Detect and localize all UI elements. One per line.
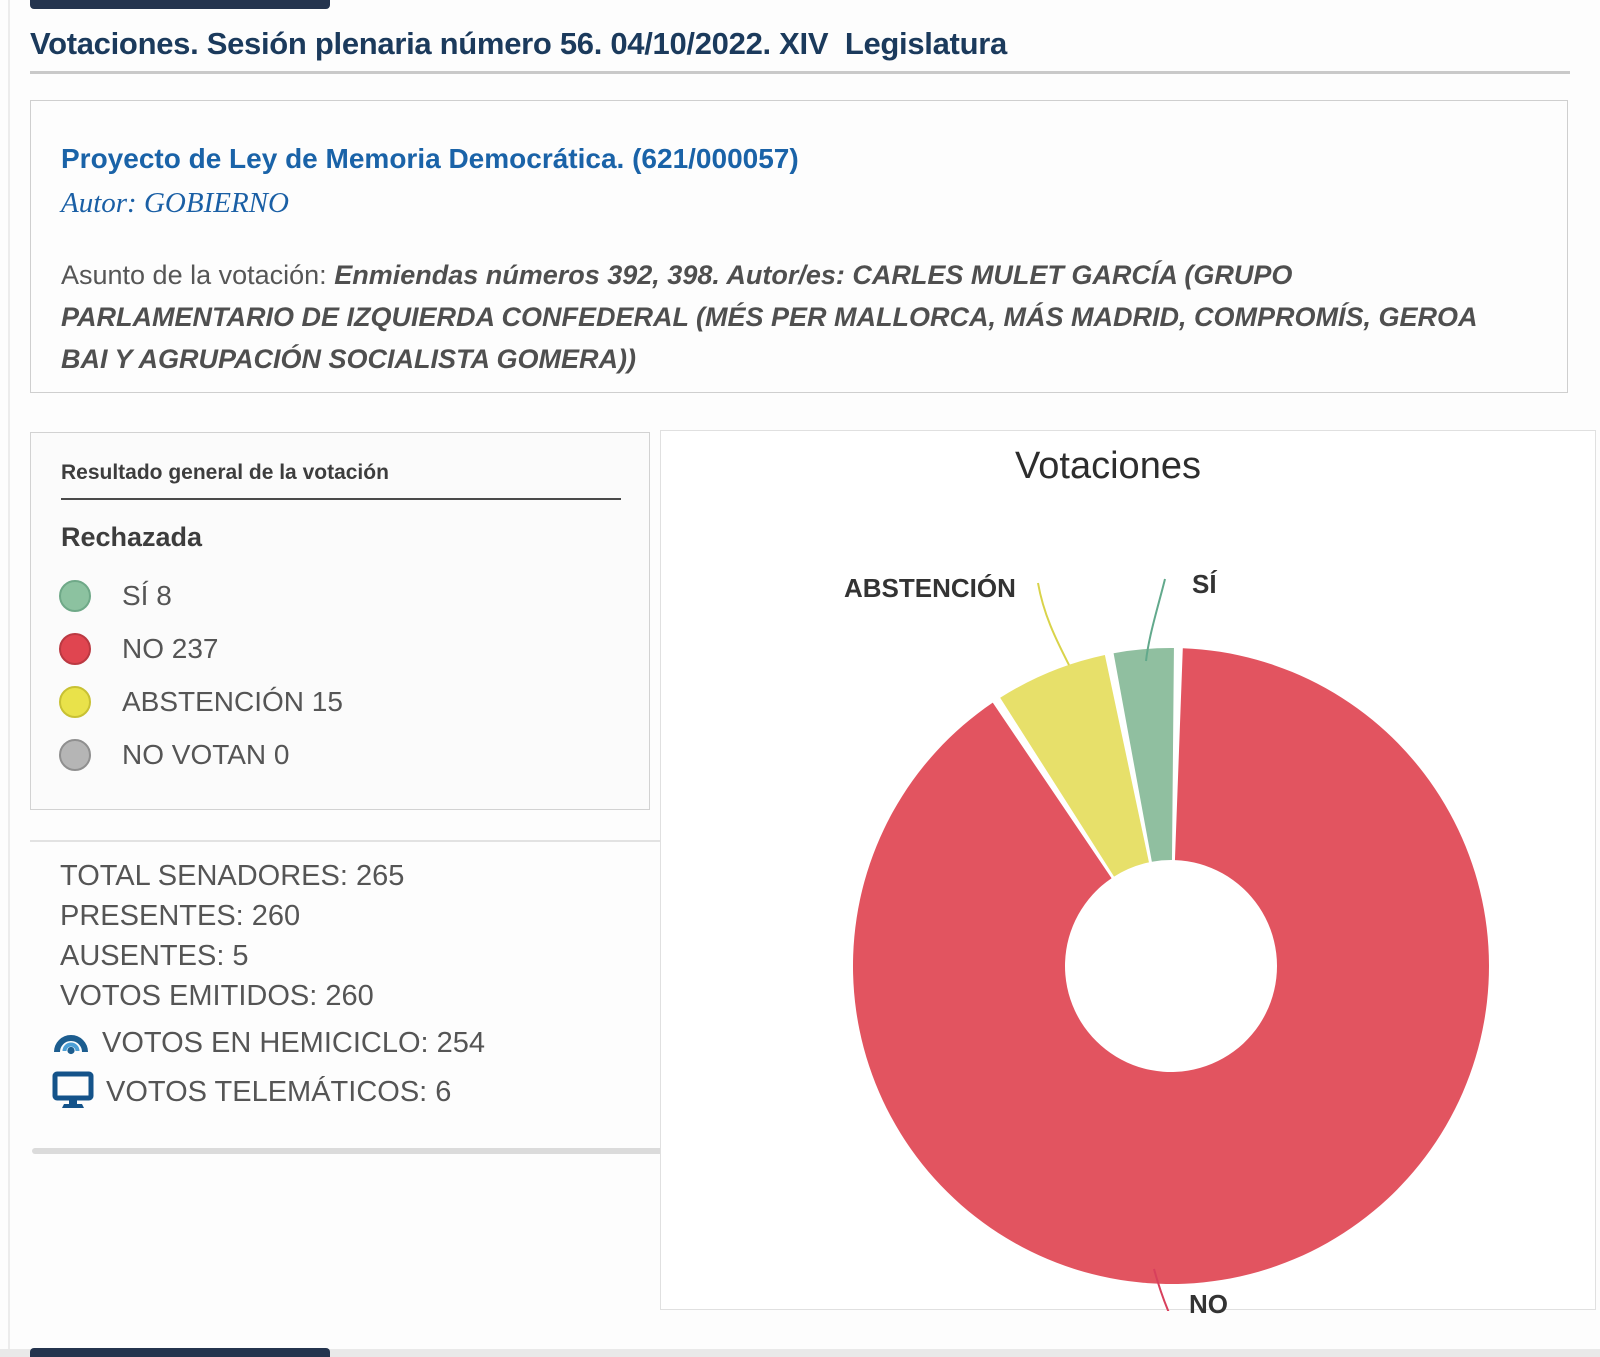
legend-row-no — [59, 632, 649, 666]
bill-info-panel — [30, 100, 1568, 393]
page-left-edge-line — [8, 0, 10, 1357]
vote-result-panel — [30, 432, 650, 810]
chart-label-abstencion: ABSTENCIÓN — [844, 573, 1016, 603]
chart-label-si: SÍ — [1192, 569, 1217, 599]
chart-title: Votaciones — [1015, 445, 1201, 487]
legend-row-si — [59, 579, 649, 613]
top-dark-bar — [30, 0, 330, 9]
vote-subject-text: Enmiendas números 392, 398. Autor/es: CARLES MULET GARCÍA (GRUPO PARLAMENTARIO DE IZQUIERDA CONFEDERAL (MÉS PER MALLORCA, MÁS MADRID, COMPROMÍS, GEROA BAI Y AGRUPACIÓN SOCIALISTA GOMERA)) — [61, 260, 1477, 374]
votos-hemiciclo: VOTOS EN HEMICICLO: 254 — [102, 1027, 486, 1059]
bottom-dark-bar — [30, 1348, 330, 1357]
result-heading-underline — [61, 498, 621, 500]
votes-donut-svg[interactable] — [661, 431, 1597, 1311]
page-title: Votaciones. Sesión plenaria número 56. 04/10/2022. XIV Legislatura — [30, 26, 1007, 61]
vote-subject — [61, 254, 1519, 380]
no-color-dot — [59, 633, 91, 665]
votos-telematicos: VOTOS TELEMÁTICOS: 6 — [106, 1076, 452, 1108]
bill-author-label: Autor: — [61, 187, 137, 219]
title-divider — [30, 71, 1570, 74]
donut-slices — [853, 648, 1489, 1284]
total-senadores: TOTAL SENADORES: 265 — [60, 860, 405, 892]
legend-label-si: SÍ 8 — [122, 580, 172, 611]
ausentes: AUSENTES: 5 — [60, 940, 249, 972]
vote-legend — [59, 579, 649, 772]
bill-title-link[interactable]: Proyecto de Ley de Memoria Democrática. (621/000057) — [61, 143, 799, 174]
monitor-icon — [52, 1071, 94, 1114]
legend-row-abstencion — [59, 685, 649, 719]
legend-label-no: NO 237 — [122, 633, 219, 664]
votos-emitidos: VOTOS EMITIDOS: 260 — [60, 980, 374, 1012]
si-color-dot — [59, 580, 91, 612]
presentes: PRESENTES: 260 — [60, 900, 301, 932]
result-outcome: Rechazada — [61, 522, 203, 552]
abstencion-leader-line — [1038, 583, 1069, 665]
result-heading: Resultado general de la votación — [61, 461, 389, 484]
totals-bottom-divider — [32, 1148, 668, 1154]
bill-author — [61, 187, 1517, 220]
bill-author-value: GOBIERNO — [143, 187, 289, 219]
legend-label-novotan: NO VOTAN 0 — [122, 739, 290, 770]
vote-totals-section — [30, 840, 662, 1114]
novotan-color-dot — [59, 739, 91, 771]
chart-label-no: NO — [1189, 1289, 1228, 1319]
vote-subject-label: Asunto de la votación: — [61, 260, 335, 290]
telematicos-row — [52, 1071, 662, 1114]
abstencion-color-dot — [59, 686, 91, 718]
votes-chart-panel — [660, 430, 1596, 1319]
hemiciclo-icon — [52, 1024, 90, 1063]
legend-label-abstencion: ABSTENCIÓN 15 — [122, 686, 343, 717]
legend-row-novotan — [59, 738, 649, 772]
hemiciclo-row — [52, 1024, 662, 1063]
